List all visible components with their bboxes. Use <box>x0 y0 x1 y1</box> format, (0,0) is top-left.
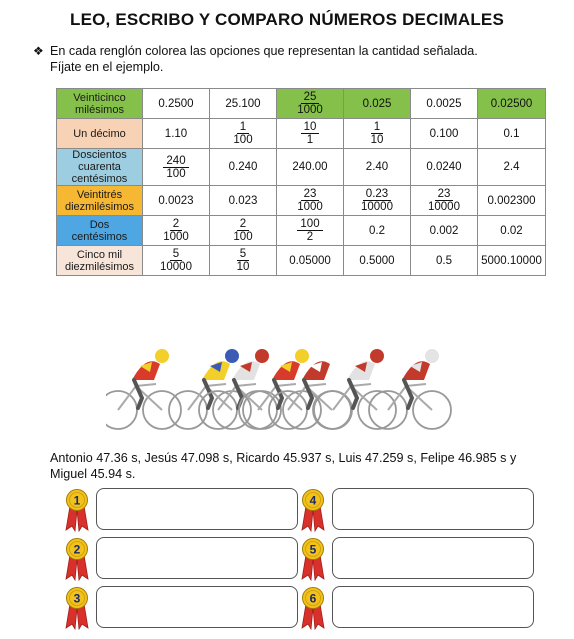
option-cell[interactable] <box>143 119 210 149</box>
rank-number: 3 <box>73 591 81 606</box>
fraction <box>230 218 255 243</box>
cyclist <box>269 349 351 429</box>
medal-icon <box>60 488 94 532</box>
fraction <box>157 248 195 273</box>
row-label-line: Cinco mil <box>76 248 123 261</box>
rank-number: 2 <box>73 542 81 557</box>
rank-answer-box[interactable] <box>332 537 534 579</box>
option-cell[interactable] <box>143 149 210 186</box>
option-cell[interactable] <box>277 149 344 186</box>
medal-icon <box>296 488 330 532</box>
row-label-line: diezmilésimos <box>64 260 135 273</box>
option-value: 0.5 <box>436 254 452 267</box>
fraction-denominator: 1000 <box>163 231 189 243</box>
option-cell[interactable] <box>277 186 344 216</box>
medal-icon <box>60 537 94 581</box>
fraction-denominator: 1000 <box>297 104 323 116</box>
fraction-denominator: 10000 <box>160 261 192 273</box>
option-cell[interactable] <box>143 216 210 246</box>
cyclist <box>314 349 396 429</box>
option-value: 240.00 <box>292 161 328 173</box>
fraction-denominator: 1000 <box>297 201 323 213</box>
option-cell[interactable] <box>210 149 277 186</box>
rank-slot <box>60 586 300 630</box>
option-cell[interactable] <box>143 246 210 276</box>
rank-number: 1 <box>73 493 81 508</box>
option-cell[interactable] <box>478 119 546 149</box>
cyclists-illustration <box>106 336 480 436</box>
option-value: 2.40 <box>365 161 389 173</box>
rank-slot <box>296 586 536 630</box>
row-label <box>57 119 143 149</box>
option-value: 2.4 <box>503 161 520 173</box>
fraction-denominator: 100 <box>166 167 186 180</box>
fraction-denominator: 10 <box>236 261 250 273</box>
option-value: 5000.10000 <box>481 254 542 267</box>
option-cell[interactable] <box>411 149 478 186</box>
option-cell[interactable] <box>411 119 478 149</box>
option-value: 0.5000 <box>359 254 395 267</box>
fraction-denominator: 10 <box>370 134 384 146</box>
medal-icon <box>296 586 330 630</box>
race-times-line-2: Miguel 45.94 s. <box>50 467 136 481</box>
fraction-denominator: 100 <box>233 134 253 146</box>
row-label <box>57 216 143 246</box>
medal-icon <box>60 586 94 630</box>
option-cell[interactable] <box>478 186 546 216</box>
fraction <box>358 188 396 213</box>
row-label-line: Un décimo <box>73 127 126 140</box>
option-value: 25.100 <box>225 97 261 110</box>
row-label <box>57 186 143 216</box>
rank-slot <box>296 488 536 532</box>
option-cell[interactable] <box>277 216 344 246</box>
option-cell[interactable] <box>210 246 277 276</box>
fraction-denominator: 100 <box>233 231 253 243</box>
option-value: 0.240 <box>228 161 258 173</box>
option-value: 0.002 <box>429 224 459 237</box>
option-value: 0.2 <box>369 224 385 237</box>
rank-answer-box[interactable] <box>332 586 534 628</box>
fraction <box>294 91 326 116</box>
row-label-line: Veintitrés <box>76 188 123 201</box>
option-cell[interactable] <box>478 149 546 186</box>
fraction-numerator: 23 <box>301 188 320 201</box>
rank-number: 4 <box>309 493 317 508</box>
fraction-numerator: 0.23 <box>363 188 391 201</box>
fraction-numerator: 5 <box>237 248 249 261</box>
instruction-1-line-1: En cada renglón colorea las opciones que representan la cantidad señalada. <box>50 44 478 58</box>
option-cell[interactable] <box>277 89 344 119</box>
option-value: 0.02500 <box>490 97 533 110</box>
fraction-denominator: 1 <box>306 134 314 146</box>
fraction-numerator: 100 <box>297 218 322 231</box>
table-row <box>57 89 546 119</box>
row-label-line: Veinticinco <box>73 91 126 104</box>
fraction-numerator: 25 <box>301 91 320 104</box>
fraction-denominator: 2 <box>306 231 314 243</box>
row-label-line: centésimos <box>71 230 128 243</box>
fraction-numerator: 1 <box>237 121 249 134</box>
table-row <box>57 186 546 216</box>
option-value: 0.023 <box>228 194 258 207</box>
rank-answer-box[interactable] <box>96 586 298 628</box>
option-cell[interactable] <box>344 119 411 149</box>
table-row <box>57 149 546 186</box>
option-value: 0.0023 <box>158 194 194 207</box>
fraction-numerator: 10 <box>301 121 320 134</box>
option-cell[interactable] <box>210 89 277 119</box>
option-cell[interactable] <box>478 216 546 246</box>
fraction-numerator: 2 <box>237 218 249 231</box>
race-times <box>50 450 540 482</box>
medal-icon <box>296 537 330 581</box>
decimal-table <box>56 88 546 276</box>
row-label <box>57 149 143 186</box>
race-times-line-1: Antonio 47.36 s, Jesús 47.098 s, Ricardo 45.937 s, Luis 47.259 s, Felipe 46.985 s y <box>50 451 517 465</box>
option-cell[interactable] <box>210 216 277 246</box>
rank-number: 5 <box>309 542 317 557</box>
fraction <box>234 248 253 273</box>
fraction <box>230 121 255 146</box>
option-cell[interactable] <box>277 119 344 149</box>
option-cell[interactable] <box>344 149 411 186</box>
fraction-numerator: 23 <box>435 188 454 201</box>
option-value: 1.10 <box>164 127 188 140</box>
option-value: 0.05000 <box>289 254 331 267</box>
option-cell[interactable] <box>344 89 411 119</box>
option-value: 0.025 <box>362 97 392 110</box>
option-value: 0.02 <box>500 224 523 237</box>
option-value: 0.1 <box>503 127 520 140</box>
bullet-icon: ❖ <box>33 44 44 58</box>
option-cell[interactable] <box>210 186 277 216</box>
fraction-numerator: 240 <box>163 155 188 168</box>
rank-number: 6 <box>309 591 317 606</box>
rank-answer-box[interactable] <box>332 488 534 530</box>
rank-answer-box[interactable] <box>96 488 298 530</box>
table-row <box>57 246 546 276</box>
option-cell[interactable] <box>277 246 344 276</box>
fraction-numerator: 5 <box>170 248 182 261</box>
fraction <box>294 188 326 213</box>
fraction-denominator: 10000 <box>361 201 393 213</box>
option-cell[interactable] <box>411 89 478 119</box>
instruction-1 <box>33 43 540 75</box>
option-cell[interactable] <box>478 89 546 119</box>
fraction <box>368 121 387 146</box>
option-cell[interactable] <box>478 246 546 276</box>
fraction <box>160 218 192 243</box>
row-label-line: centésimos <box>71 173 128 185</box>
fraction <box>301 121 320 146</box>
option-value: 0.2500 <box>158 97 194 110</box>
option-value: 0.0240 <box>426 161 462 173</box>
option-cell[interactable] <box>411 216 478 246</box>
instruction-1-line-2: Fíjate en el ejemplo. <box>50 60 164 74</box>
row-label <box>57 89 143 119</box>
row-label <box>57 246 143 276</box>
option-value: 0.0025 <box>426 97 462 110</box>
row-label-line: milésimos <box>75 103 124 116</box>
fraction <box>163 155 188 180</box>
fraction <box>425 188 463 213</box>
option-cell[interactable] <box>344 246 411 276</box>
option-cell[interactable] <box>143 89 210 119</box>
option-value: 0.002300 <box>487 194 536 207</box>
rank-slot <box>60 537 300 581</box>
option-value: 0.100 <box>429 127 459 140</box>
option-cell[interactable] <box>344 186 411 216</box>
option-cell[interactable] <box>411 246 478 276</box>
row-label-line: diezmilésimos <box>64 200 135 213</box>
fraction-numerator: 1 <box>371 121 383 134</box>
page-title: LEO, ESCRIBO Y COMPARO NÚMEROS DECIMALES <box>70 10 504 29</box>
rank-slot <box>296 537 536 581</box>
option-cell[interactable] <box>344 216 411 246</box>
rank-slot <box>60 488 300 532</box>
option-cell[interactable] <box>411 186 478 216</box>
option-cell[interactable] <box>210 119 277 149</box>
table-row <box>57 119 546 149</box>
table-row <box>57 216 546 246</box>
row-label-line: cuarenta <box>78 161 121 173</box>
row-label-line: Dos <box>89 218 110 231</box>
rank-answer-box[interactable] <box>96 537 298 579</box>
row-label-line: Doscientos <box>72 149 127 161</box>
fraction <box>297 218 322 243</box>
fraction-numerator: 2 <box>170 218 182 231</box>
fraction-denominator: 10000 <box>428 201 460 213</box>
option-cell[interactable] <box>143 186 210 216</box>
